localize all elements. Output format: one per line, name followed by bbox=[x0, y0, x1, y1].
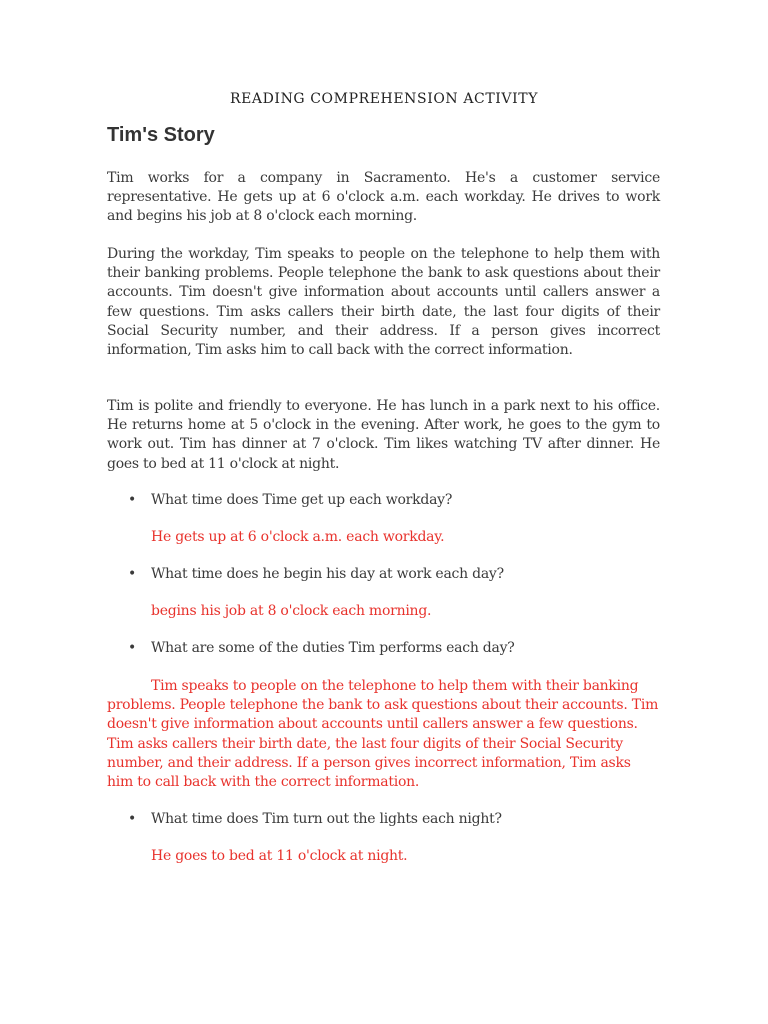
question-text: What time does Tim turn out the lights each night? bbox=[151, 811, 502, 827]
answer-text-4: He goes to bed at 11 o'clock at night. bbox=[151, 848, 408, 864]
question-text: What time does he begin his day at work each day? bbox=[151, 566, 504, 582]
answer-text-3: Tim speaks to people on the telephone to help them with their banking problems. People telephone the bank to ask questions about their accounts. Tim doesn't give information about accounts until callers answer a few questions. Tim asks callers their birth date, the last four digits of their Social Security number, and their address. If a person gives incorrect information, Tim asks him to call back with the correct information. bbox=[107, 678, 659, 791]
bullet-icon: • bbox=[128, 640, 137, 656]
page-heading: READING COMPREHENSION ACTIVITY bbox=[229, 91, 539, 107]
story-paragraph-1: Tim works for a company in Sacramento. He's a customer service representative. He gets up at 6 o'clock a.m. each workday. He drives to work and begins his job at 8 o'clock each morning. bbox=[107, 170, 660, 225]
question-text: What are some of the duties Tim performs each day? bbox=[151, 640, 515, 656]
bullet-icon: • bbox=[128, 811, 137, 827]
answer-text-2: begins his job at 8 o'clock each morning. bbox=[151, 603, 432, 619]
story-paragraph-2: During the workday, Tim speaks to people on the telephone to help them with their banking problems. People telephone the bank to ask questions about their accounts. Tim doesn't give information about accounts until callers answer a few questions. Tim asks callers their birth date, the last four digits of their Social Security number, and their address. If a person gives incorrect information, Tim asks him to call back with the correct information. bbox=[107, 246, 660, 359]
story-title: Tim's Story bbox=[107, 124, 215, 146]
bullet-icon: • bbox=[128, 566, 137, 582]
bullet-icon: • bbox=[128, 492, 137, 508]
question-text: What time does Time get up each workday? bbox=[151, 492, 453, 508]
story-paragraph-3: Tim is polite and friendly to everyone. He has lunch in a park next to his office. He returns home at 5 o'clock in the evening. After work, he goes to the gym to work out. Tim has dinner at 7 o'clock. Tim likes watching TV after dinner. He goes to bed at 11 o'clock at night. bbox=[107, 398, 660, 472]
answer-text-1: He gets up at 6 o'clock a.m. each workday. bbox=[151, 529, 445, 545]
